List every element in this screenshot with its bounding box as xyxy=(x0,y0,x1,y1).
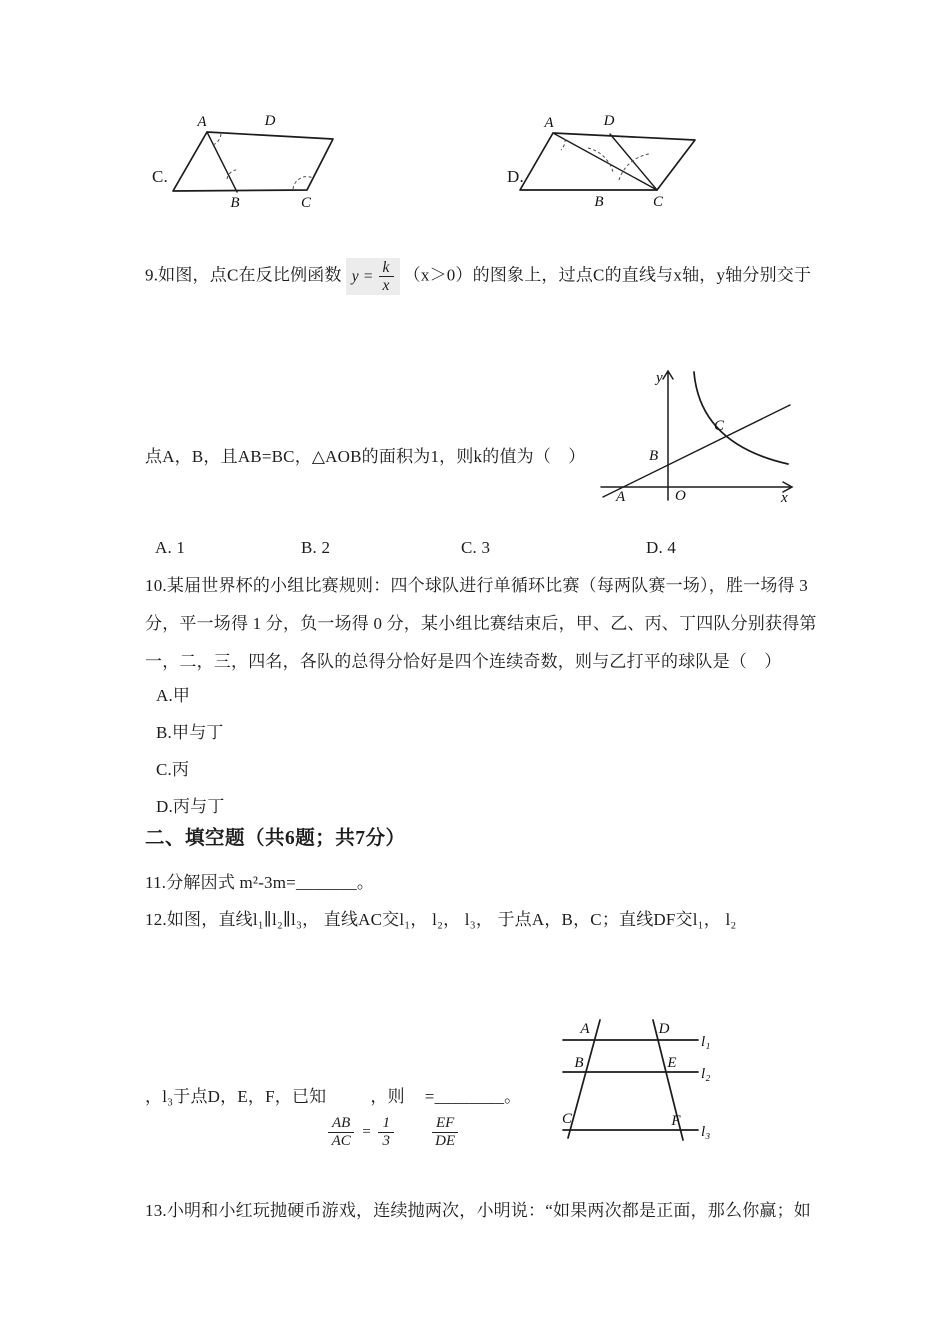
fig-d-line-dc xyxy=(610,134,657,190)
label-e: E xyxy=(667,1055,677,1071)
fraction-one-third-num: 1 xyxy=(378,1116,394,1133)
q10-text-line3: 一，二，三，四名，各队的总得分恰好是四个连续奇数，则与乙打平的球队是（ ） xyxy=(145,652,782,671)
label-o: O xyxy=(675,488,686,504)
fig-d-diagonal-ac xyxy=(553,133,657,190)
fraction-ab-ac xyxy=(328,1116,354,1149)
section-2-title: 二、填空题（共6题；共7分） xyxy=(145,828,406,849)
label-x: x xyxy=(781,490,788,506)
q9-option-c: C. 3 xyxy=(461,538,491,557)
label-l3: l₃ xyxy=(701,1124,711,1140)
q11-text: 11.分解因式 m²-3m=_______。 xyxy=(145,873,375,892)
q12-parallel-lines-figure xyxy=(558,1012,728,1147)
q10-option-d: D.丙与丁 xyxy=(156,797,225,816)
fraction-ef-de-den: DE xyxy=(435,1133,456,1149)
hyperbola-curve xyxy=(694,372,788,464)
q12-text-line1: 12.如图，直线l₁∥l₂∥l₃， 直线AC交l₁， l₂， l₃， 于点A，B，C；直线DF交l₁， l₂ xyxy=(145,910,737,929)
fraction-one-third-den: 3 xyxy=(382,1133,390,1149)
q10-option-c: C.丙 xyxy=(156,760,190,779)
q12-line2-part3: =________。 xyxy=(424,1087,522,1106)
fraction-ab-ac-num: AB xyxy=(328,1116,354,1133)
fraction-ab-ac-den: AC xyxy=(331,1133,351,1149)
label-d: D xyxy=(658,1021,670,1037)
q9-formula-denominator: x xyxy=(382,277,390,294)
q9-option-b: B. 2 xyxy=(301,538,331,557)
fig-c-arc-at-a xyxy=(213,134,221,145)
label-f: F xyxy=(671,1113,681,1129)
figure-c-option-label: C. xyxy=(152,167,168,186)
fraction-ef-de xyxy=(432,1116,458,1149)
q9-hyperbola-figure xyxy=(597,368,797,508)
q10-text-line1: 10.某届世界杯的小组比赛规则：四个球队进行单循环比赛（每两队赛一场），胜一场得 3 xyxy=(145,576,808,595)
label-l1: l₁ xyxy=(701,1034,711,1050)
label-a: A xyxy=(616,489,626,505)
q9-formula-numerator: k xyxy=(379,260,394,277)
q13-text: 13.小明和小红玩抛硬币游戏，连续抛两次，小明说：“如果两次都是正面，那么你赢；如 xyxy=(145,1201,811,1220)
label-b: B xyxy=(574,1055,584,1071)
fig-d-point-d: D xyxy=(603,113,615,129)
equals-sign: = xyxy=(361,1124,372,1140)
figure-d-parallelogram xyxy=(516,110,706,210)
label-y: y xyxy=(656,370,663,386)
fig-c-point-c: C xyxy=(300,195,312,211)
label-l2: l₂ xyxy=(701,1066,711,1082)
q9-formula-fraction xyxy=(379,260,394,293)
q9-formula-lhs: y = xyxy=(351,267,374,285)
fraction-one-third xyxy=(378,1116,394,1149)
fig-d-point-b: B xyxy=(594,194,604,210)
label-c: C xyxy=(714,418,725,434)
q10-text-line2: 分，平一场得 1 分，负一场得 0 分，某小组比赛结束后，甲、乙、丙、丁四队分别获得第 xyxy=(145,614,817,633)
label-c: C xyxy=(561,1111,573,1127)
q9-line1-pre: 9.如图，点C在反比例函数 xyxy=(145,265,342,285)
label-a: A xyxy=(580,1021,590,1037)
q12-text-line2 xyxy=(145,1082,521,1107)
q12-line2-part1: ，l₃于点D，E，F，已知 xyxy=(145,1087,327,1106)
q10-option-b: B.甲与丁 xyxy=(156,723,224,742)
fig-d-arc-mid-1 xyxy=(588,148,613,172)
q9-formula xyxy=(346,258,400,295)
fig-c-point-b: B xyxy=(230,195,240,211)
transversal-abc xyxy=(568,1020,600,1138)
label-b: B xyxy=(649,448,659,464)
fig-c-point-a: A xyxy=(197,114,207,130)
fig-d-point-a: A xyxy=(544,115,554,131)
q9-text-line1 xyxy=(145,258,811,295)
q9-line1-post: （x＞0）的图象上，过点C的直线与x轴，y轴分别交于 xyxy=(403,265,812,285)
fig-d-arc-near-a xyxy=(561,139,565,150)
q12-asked-fraction-group xyxy=(432,1116,458,1149)
fig-c-outline xyxy=(173,132,333,191)
q12-line2-part2: ，则 xyxy=(370,1087,405,1106)
fraction-ef-de-num: EF xyxy=(432,1116,458,1133)
fig-c-bisector-line xyxy=(207,132,237,192)
fig-d-point-c: C xyxy=(652,194,664,210)
q10-option-a: A.甲 xyxy=(156,686,191,705)
fig-c-point-d: D xyxy=(264,113,276,129)
q9-text-line2: 点A，B，且AB=BC，△AOB的面积为1，则k的值为（ ） xyxy=(145,447,586,466)
secant-line xyxy=(603,405,790,497)
q12-given-fraction-group xyxy=(328,1116,394,1149)
figure-c-parallelogram xyxy=(170,110,345,210)
q9-option-d: D. 4 xyxy=(646,538,677,557)
q9-option-a: A. 1 xyxy=(155,538,186,557)
figure-d-option-label: D. xyxy=(507,167,524,186)
